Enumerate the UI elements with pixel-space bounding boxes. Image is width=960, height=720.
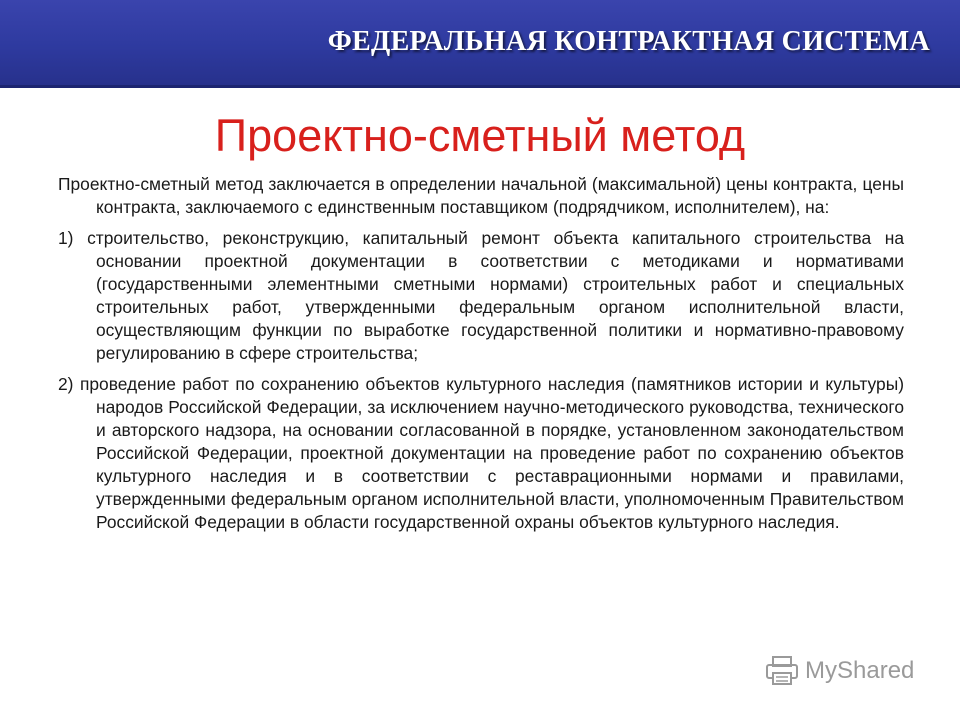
intro-paragraph: [58, 173, 904, 219]
header-title: ФЕДЕРАЛЬНАЯ КОНТРАКТНАЯ СИСТЕМА: [327, 26, 930, 57]
printer-icon: [765, 656, 799, 686]
slide-content: [58, 173, 904, 542]
list-item-number: 2): [58, 374, 74, 394]
intro-text: Проектно-сметный метод заключается в определении начальной (максимальной) цены контракта, цены контракта, заключаемого с единственным поставщиком (подрядчиком, исполнителем), на:: [58, 174, 904, 217]
watermark-text: MyShared: [805, 657, 915, 684]
list-item: [58, 373, 904, 534]
list-item: [58, 227, 904, 365]
list-item-text: строительство, реконструкцию, капитальный ремонт объекта капитального строительства на основании проектной документации в соответствии с методиками и нормативами (государственными элементными сметными нормами) строительных работ и специальных строительных работ, утвержденными федеральным органом исполнительной власти, осуществляющим функции по выработке государственной политики и нормативно-правовому регулированию в сфере строительства;: [87, 228, 904, 363]
slide-title: Проектно-сметный метод: [214, 110, 746, 161]
list-item-number: 1): [58, 228, 74, 248]
list-item-text: проведение работ по сохранению объектов культурного наследия (памятников истории и культуры) народов Российской Федерации, за исключением научно-методического руководства, технического и авторского надзора, на основании согласованной в порядке, установленном законодательством Российской Федерации, проектной документации на проведение работ по сохранению объектов культурного наследия и в соответствии с реставрационными нормами и правилами, утвержденными федеральным органом исполнительной власти, уполномоченным Правительством Российской Федерации в области государственной охраны объектов культурного наследия.: [79, 374, 904, 532]
header-bar: [0, 0, 960, 88]
watermark: [765, 656, 914, 686]
